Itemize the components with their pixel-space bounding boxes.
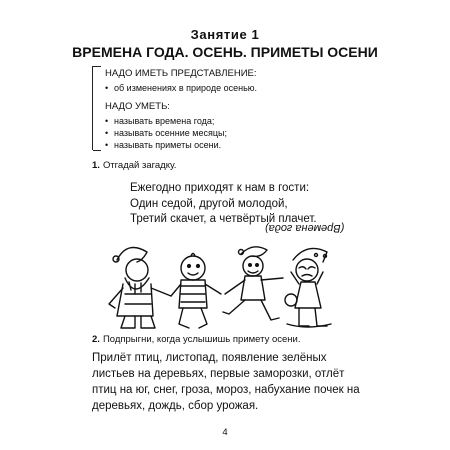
skills-item: • называть осенние месяцы; bbox=[105, 127, 227, 139]
child-spring-figure bbox=[171, 254, 221, 329]
riddle-line: Третий скачет, а четвёртый плачет. bbox=[130, 213, 317, 225]
task2-instruction: Подпрыгни, когда услышишь примету осени. bbox=[102, 334, 301, 345]
skills-heading: НАДО УМЕТЬ: bbox=[105, 101, 170, 112]
skills-item: • называть времена года; bbox=[105, 115, 214, 127]
riddle bbox=[130, 181, 317, 228]
seasons-children-illustration bbox=[95, 238, 355, 333]
task1-instruction: Отгадай загадку. bbox=[102, 160, 177, 171]
skills-item: • называть приметы осени. bbox=[105, 139, 221, 151]
topic-title: ВРЕМЕНА ГОДА. ОСЕНЬ. ПРИМЕТЫ ОСЕНИ bbox=[72, 44, 378, 60]
jumping-boy-summer-figure bbox=[223, 247, 283, 320]
task2-number: 2. bbox=[92, 334, 100, 345]
task1-number: 1. bbox=[92, 160, 100, 171]
lesson-title: Занятие 1 bbox=[190, 27, 260, 42]
autumn-signs-text: Прилёт птиц, листопад, появление зелёных листьев на деревьях, первые заморозки, отлёт птиц на юг, снег, гроза, мороз, набухание почек на деревьях, дождь, сбор урожая. bbox=[92, 352, 360, 412]
know-item: • об изменениях в природе осенью. bbox=[105, 82, 257, 94]
riddle-line: Ежегодно приходят к нам в гости: bbox=[130, 182, 310, 194]
riddle-line: Один седой, другой молодой, bbox=[130, 197, 288, 210]
know-heading: НАДО ИМЕТЬ ПРЕДСТАВЛЕНИЕ: bbox=[105, 68, 257, 79]
task1-heading bbox=[92, 160, 176, 171]
crying-child-autumn-figure bbox=[285, 248, 331, 327]
riddle-answer-upside-down: (Времена года) bbox=[265, 222, 345, 234]
page-number: 4 bbox=[222, 427, 228, 438]
bracket-top bbox=[93, 66, 101, 67]
old-man-winter-figure bbox=[109, 248, 171, 329]
task2-heading bbox=[92, 334, 300, 345]
bracket-bottom bbox=[93, 150, 101, 151]
